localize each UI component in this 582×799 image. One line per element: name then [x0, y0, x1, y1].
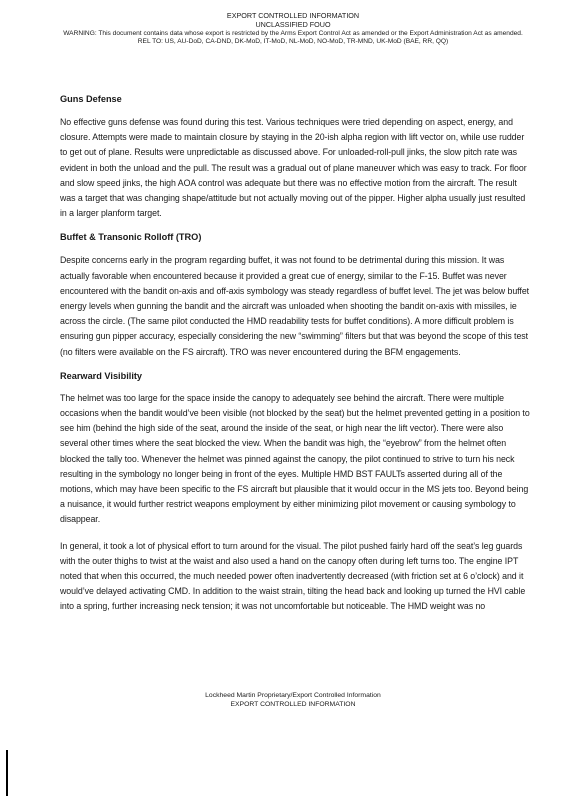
margin-mark: [6, 750, 8, 796]
paragraph-rearward-visibility-1: The helmet was too large for the space inside the canopy to adequately see behind the aircraft. There were multiple occasions when the bandit would’ve been visible (not blocked by the seat) but the helmet prevented getting in a position to see him (behind the high side of the seat, around the inside of the seat, or high near the lift vector). There were also several other times where the seat blocked the view. When the bandit was high, the “eyebrow” from the helmet often blocked the tally too. Whenever the helmet was pinned against the canopy, the pilot continued to strive to turn his neck resulting in the symbology no longer being in front of the eyes. Multiple HMD BST FAULTs asserted during all of the motions, which may have been specific to the FS aircraft but plausible that it would occur in the MS jets too. Beyond being a nuisance, it would further restrict weapons employment by either minimizing pilot movement or causing symbology to disappear.: [60, 392, 530, 525]
export-control-marking: EXPORT CONTROLLED INFORMATION: [226, 11, 360, 20]
section-heading-buffet-tro: Buffet & Transonic Rolloff (TRO): [60, 232, 202, 243]
paragraph-buffet-tro: Despite concerns early in the program regarding buffet, it was not found to be detrimental during this mission. It was actually favorable when encountered because it provided a great cue of energy, similar to the F-15. Buffet was never encountered with the bandit on-axis and off-axis symbology was steady regardless of buffet level. The jet was below buffet energy levels when gunning the bandit and the aircraft was unloaded when shooting the bandit on-axis with missiles, ie across the circle. (The same pilot conducted the HMD readability tests for buffet conditions). A more difficult problem is ensuring gun pipper accuracy, especially considering the new “swimming” filters but that was beyond the scope of this test (no filters were available on the FS aircraft). TRO was never encountered during the BFM engagements.: [60, 255, 530, 357]
export-warning: WARNING: This document contains data whose export is restricted by the Arms Export Control Act as amended or the Export Administration Act as amended.: [63, 29, 523, 37]
section-heading-rearward-visibility: Rearward Visibility: [60, 370, 143, 381]
paragraph-guns-defense: No effective guns defense was found during this test. Various techniques were tried depending on aspect, energy, and closure. Attempts were made to maintain closure by staying in the 20-ish alpha region with lift vector on, while use rudder to get out of plane. Results were unpredictable as discussed above. For unloaded-roll-pull jinks, the slow pitch rate was evident in both the unload and the pull. The result was a gradual out of plane maneuver which was easy to track. For floor and slow speed jinks, the high AOA control was adequate but there was no effective motion from the aircraft. The result was a target that was changing shape/attitude but not actually moving out of the pipper. Higher alpha usually just resulted in a larger planform target.: [60, 117, 527, 219]
paragraph-rearward-visibility-2: In general, it took a lot of physical effort to turn around for the visual. The pilot pushed fairly hard off the seat’s leg guards with the outer thighs to twist at the waist and also used a hand on the canopy often during left turns too. The engine IPT noted that when this occurred, the much needed power often inadvertently decreased (with friction set at 6 o’clock) and it would’ve delayed activating CMD. In addition to the waist strain, tilting the head back and looking up turned the HVI cable into a spring, further increasing neck tension; it was not uncomfortable but noticeable. The HMD weight was no: [60, 540, 526, 612]
classification-marking: UNCLASSIFIED FOUO: [255, 20, 331, 30]
section-heading-guns-defense: Guns Defense: [60, 94, 122, 104]
page-footer: [50, 692, 536, 710]
release-to-line: REL TO: US, AU-DoD, CA-DND, DK-MoD, IT-MoD, NL-MoD, NO-MoD, TR-MND, UK-MoD (BAE, RR, QQ): [137, 38, 449, 46]
page-header: [50, 11, 536, 47]
proprietary-notice: Lockheed Martin Proprietary/Export Controlled Information: [205, 692, 381, 699]
document-body: [60, 93, 532, 615]
footer-export-marking: EXPORT CONTROLLED INFORMATION: [230, 700, 356, 708]
